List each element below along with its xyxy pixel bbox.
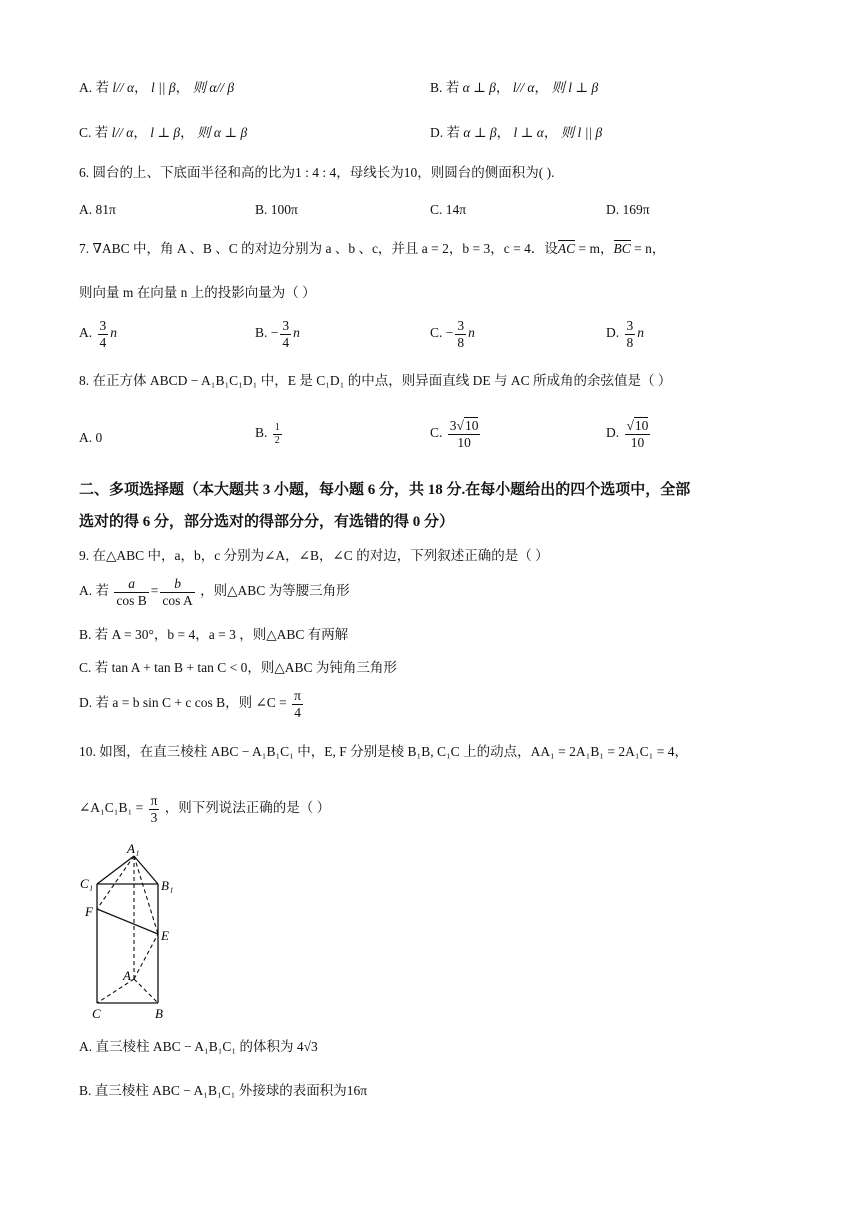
numerator: a [114, 576, 148, 593]
conclusion: 则 α ⊥ β [197, 125, 248, 140]
q8-option-a: A. 0 [79, 430, 103, 445]
segment-fe [97, 909, 158, 934]
fraction [292, 688, 303, 720]
denominator: 2 [274, 434, 280, 446]
option-label: C. [430, 425, 443, 441]
option-label: C. 若 [79, 125, 109, 140]
fraction [98, 318, 109, 350]
label-e: E [161, 928, 169, 943]
numerator: π [150, 793, 158, 808]
q7-eq1: = m， [575, 241, 614, 256]
q5-option-d: D. 若 α ⊥ β， l ⊥ α， 则 l || β [430, 125, 603, 140]
q5-option-b: B. 若 α ⊥ β， l// α， 则 l ⊥ β [430, 80, 599, 95]
q10-option-a: A. 直三棱柱 ABC − A₁B₁C₁ 的体积为 4√3 [79, 1039, 318, 1054]
denominator: 10 [457, 434, 471, 450]
label-c: C [92, 1006, 101, 1021]
radicand: 10 [634, 418, 649, 433]
vector-n: n [293, 325, 300, 341]
q5-option-a: A. 若 l// α， l || β， 则 α// β [79, 80, 235, 95]
conclusion: 则 l ⊥ β [551, 80, 599, 95]
option-label: B. [255, 325, 268, 341]
q7-option-d [606, 318, 644, 350]
label-b1: B₁ [161, 878, 174, 893]
radicand: 10 [464, 418, 479, 433]
q5-option-c: C. 若 l// α， l ⊥ β， 则 α ⊥ β [79, 125, 248, 140]
option-label: A. [79, 325, 93, 341]
fraction [160, 576, 194, 608]
fraction [280, 318, 291, 350]
edge-ab [134, 979, 158, 1003]
option-label: B. [255, 425, 268, 441]
condition: l// α [512, 80, 535, 95]
fraction [273, 422, 282, 446]
equals: = [150, 583, 159, 599]
condition: l || β [150, 80, 176, 95]
condition: l ⊥ β [150, 125, 181, 140]
coefficient: 3 [449, 418, 457, 433]
numerator: π [294, 688, 301, 703]
vector-bc: BC [613, 241, 631, 256]
q6-option-c: C. 14π [430, 202, 467, 217]
option-label: A. 若 [79, 80, 109, 95]
q6-option-d: D. 169π [606, 202, 650, 217]
q8-option-b [255, 422, 284, 446]
q9-option-a [79, 576, 350, 608]
fraction: $\frac{3√10}{10}$ [449, 418, 479, 450]
condition: l// α [111, 125, 134, 140]
option-label: D. 若 [430, 125, 460, 140]
numerator: 3 [626, 318, 634, 333]
vector-n: n [110, 325, 117, 341]
q9-option-c: C. 若 tan A + tan B + tan C < 0，则△ABC 为钝角三角形 [79, 660, 397, 675]
label-c1: C₁ [80, 876, 94, 891]
option-label: C. [430, 325, 443, 341]
q8-option-c [430, 418, 482, 450]
prism-figure [70, 840, 190, 1025]
section-heading-2: 选对的得 6 分，部分选对的得部分分，有选错的得 0 分） [79, 514, 455, 530]
numerator: 3 [282, 318, 290, 333]
fraction [149, 793, 160, 825]
q7-eq2: = n， [630, 241, 666, 256]
q6-option-b: B. 100π [255, 202, 298, 217]
q7-option-a [79, 318, 117, 350]
condition: α ⊥ β [463, 125, 497, 140]
q10-option-b: B. 直三棱柱 ABC − A₁B₁C₁ 外接球的表面积为16π [79, 1083, 368, 1098]
denominator: 4 [282, 334, 290, 350]
denominator: cos A [162, 592, 193, 608]
edge-a1b1 [134, 856, 158, 884]
segment-ae [134, 934, 158, 979]
section-heading: 二、多项选择题（本大题共 3 小题，每小题 6 分，共 18 分.在每小题给出的四个选项中，全部 [79, 482, 691, 498]
denominator: 3 [150, 809, 158, 825]
conclusion: 则 l || β [560, 125, 603, 140]
q7-option-c [430, 318, 475, 350]
segment-a1e [134, 856, 158, 934]
denominator: cos B [116, 592, 147, 608]
fraction [114, 576, 148, 608]
option-label: B. 若 [430, 80, 460, 95]
denominator: 4 [99, 334, 107, 350]
numerator: b [160, 576, 194, 593]
q10-stem: 10. 如图，在直三棱柱 ABC − A₁B₁C₁ 中，E, F 分别是棱 B₁B, C₁C 上的动点，AA₁ = 2A₁B₁ = 2A₁C₁ = 4， [79, 744, 688, 759]
q9-option-d [79, 688, 305, 720]
vector-n: n [637, 325, 644, 341]
segment-a1f [97, 856, 134, 909]
q8-option-d [606, 418, 652, 450]
q7-stem [79, 241, 665, 257]
denominator: 10 [630, 434, 645, 450]
numerator: 3 [457, 318, 465, 333]
vector-n: n [468, 325, 475, 341]
condition: l// α [112, 80, 135, 95]
option-label: D. [606, 425, 620, 441]
vector-ac: AC [557, 241, 576, 256]
sign: − [270, 325, 279, 341]
q6-stem: 6. 圆台的上、下底面半径和高的比为1 : 4 : 4，母线长为10，则圆台的侧面积为( ). [79, 165, 555, 180]
fraction: $\frac{√10}{10}$ [626, 418, 649, 450]
label-f: F [85, 904, 93, 919]
sign: − [445, 325, 454, 341]
q6-option-a: A. 81π [79, 202, 116, 217]
q8-stem: 8. 在正方体 ABCD − A₁B₁C₁D₁ 中，E 是 C₁D₁ 的中点，则异面直线 DE 与 AC 所成角的余弦值是（ ） [79, 373, 672, 388]
numerator: 3 [99, 318, 107, 333]
label-b: B [155, 1006, 163, 1021]
q9-stem: 9. 在△ABC 中，a，b，c 分别为∠A，∠B，∠C 的对边，下列叙述正确的是（ ） [79, 548, 549, 563]
condition-text: ∠A₁C₁B₁ = [79, 800, 144, 816]
q10-condition [79, 793, 330, 825]
denominator: 8 [457, 334, 465, 350]
fraction [625, 318, 636, 350]
option-label: D. [606, 325, 620, 341]
conclusion: 则 α// β [192, 80, 235, 95]
condition: α ⊥ β [462, 80, 496, 95]
option-text: ，则△ABC 为等腰三角形 [200, 583, 350, 599]
option-label: A. 若 [79, 583, 109, 599]
q7-stem-2: 则向量 m 在向量 n 上的投影向量为（ ） [79, 285, 316, 300]
denominator: 8 [626, 334, 634, 350]
q7-option-b [255, 318, 300, 350]
q7-stem-text: 7. ∇ABC 中，角 A 、B 、C 的对边分别为 a 、b 、c，并且 a = 2，b = 3，c = 4．设 [79, 241, 558, 256]
q9-option-b: B. 若 A = 30°，b = 4，a = 3 ，则△ABC 有两解 [79, 627, 349, 642]
numerator: 1 [274, 422, 280, 433]
label-a1: A₁ [127, 841, 140, 856]
edge-c1a1 [97, 856, 134, 884]
condition-text: ，则下列说法正确的是（ ） [164, 800, 331, 816]
denominator: 4 [294, 704, 301, 720]
fraction [455, 318, 466, 350]
condition: l ⊥ α [513, 125, 544, 140]
option-text: D. 若 a = b sin C + c cos B，则 ∠C = [79, 695, 287, 711]
label-a: A [123, 968, 131, 983]
